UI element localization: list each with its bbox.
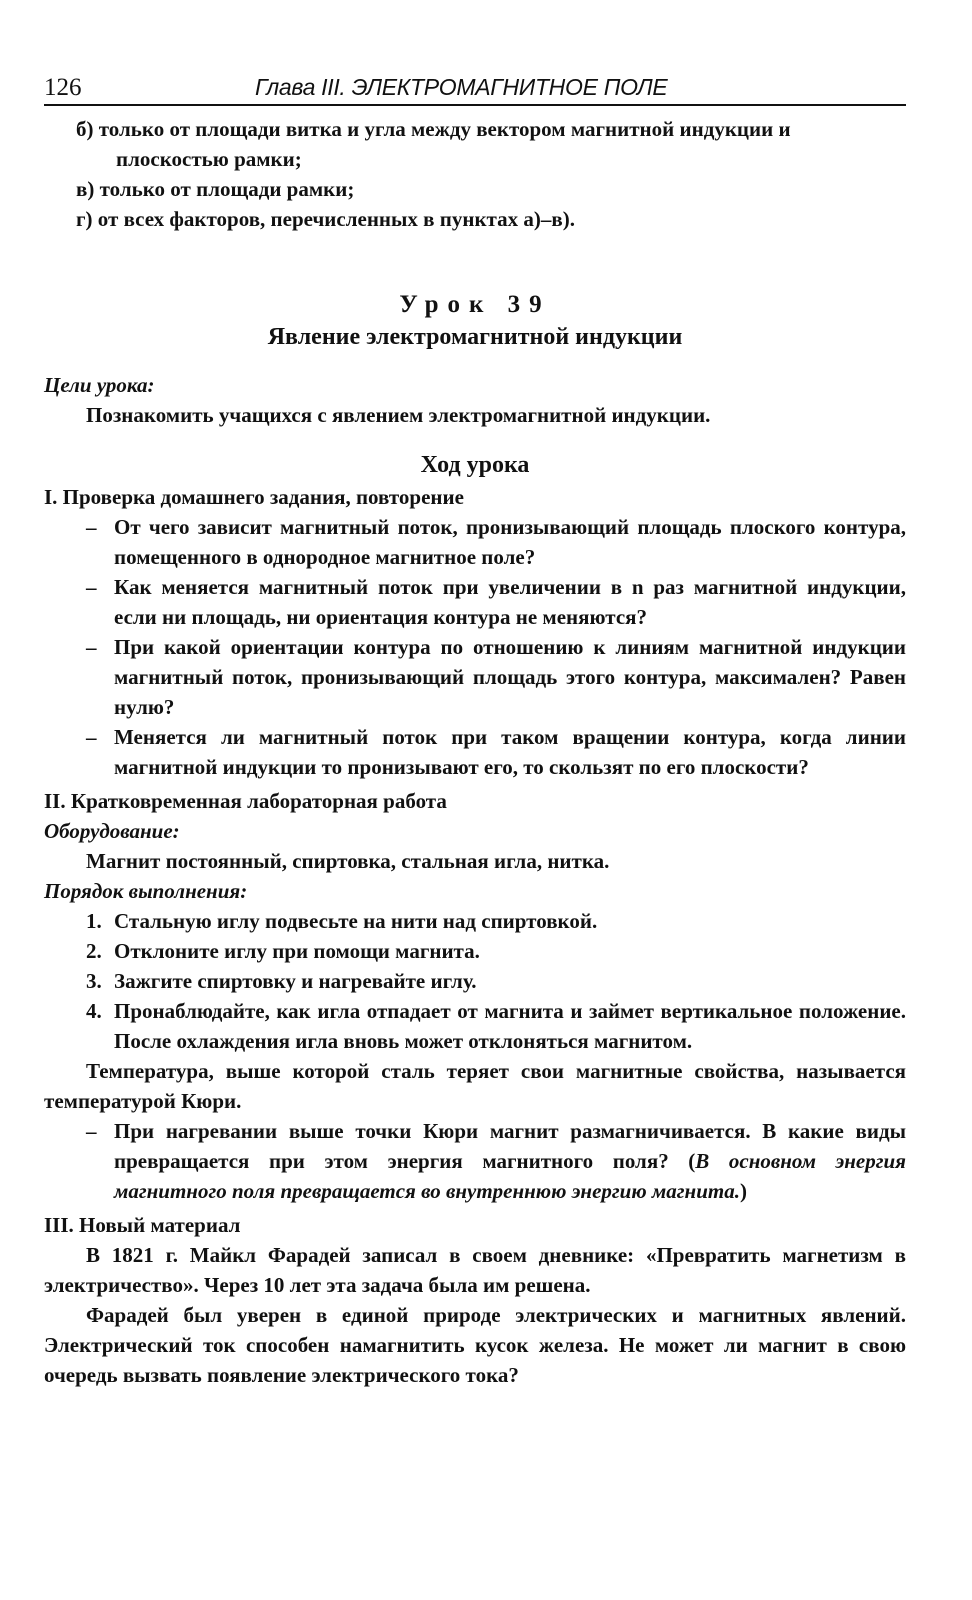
dash-marker: – — [86, 725, 97, 749]
chapter-title: Глава III. ЭЛЕКТРОМАГНИТНОЕ ПОЛЕ — [255, 74, 668, 100]
review-question — [44, 722, 906, 782]
procedure-step — [44, 906, 906, 936]
dash-marker: – — [86, 635, 97, 659]
section-3-heading: III. Новый материал — [44, 1213, 241, 1237]
question-text: От чего зависит магнитный поток, пронизывающий площадь плоского контура, помещенного в однородное магнитное поле? — [114, 515, 906, 569]
dash-marker: – — [86, 1119, 97, 1143]
curie-question-text: При нагревании выше точки Кюри магнит размагничивается. В какие виды превращается при этом энергия магнитного поля? ( — [114, 1119, 906, 1173]
step-text: Зажгите спиртовку и нагревайте иглу. — [114, 969, 477, 993]
step-text: Пронаблюдайте, как игла отпадает от магнита и займет вертикальное положение. После охлаждения игла вновь может отклоняться магнитом. — [114, 999, 906, 1053]
procedure-step — [44, 936, 906, 966]
curie-answer-text: В основном энергия магнитного поля превращается во внутреннюю энергию магнита. — [114, 1149, 907, 1203]
faraday-paragraph-2: Фарадей был уверен в единой природе электрических и магнитных явлений. Электрический ток способен намагнитить кусок железа. Не может ли магнит в свою очередь вызвать появление электрического тока? — [44, 1303, 906, 1387]
step-number: 2. — [86, 939, 102, 963]
step-number: 1. — [86, 909, 102, 933]
equipment-text: Магнит постоянный, спиртовка, стальная игла, нитка. — [86, 849, 610, 873]
curie-paragraph: Температура, выше которой сталь теряет свои магнитные свойства, называется температурой Кюри. — [44, 1059, 906, 1113]
curie-question — [44, 1116, 906, 1206]
option-c: в) только от площади рамки; — [76, 177, 355, 201]
question-text: При какой ориентации контура по отношению к линиям магнитной индукции магнитный поток, пронизывающий площадь этого контура, максимален? Равен нулю? — [114, 635, 906, 719]
lesson-title: Явление электромагнитной индукции — [267, 324, 683, 350]
procedure-step — [44, 996, 906, 1056]
step-number: 4. — [86, 999, 102, 1023]
section-2-heading: II. Кратковременная лабораторная работа — [44, 789, 447, 813]
review-question — [44, 572, 906, 632]
goals-text: Познакомить учащихся с явлением электромагнитной индукции. — [86, 403, 711, 427]
option-d: г) от всех факторов, перечисленных в пунктах а)–в). — [76, 207, 575, 231]
dash-marker: – — [86, 515, 97, 539]
procedure-label: Порядок выполнения: — [44, 879, 248, 903]
procedure-steps — [44, 906, 906, 1056]
step-number: 3. — [86, 969, 102, 993]
faraday-paragraph-1: В 1821 г. Майкл Фарадей записал в своем дневнике: «Превратить магнетизм в электричество». Через 10 лет эта задача была им решена. — [44, 1243, 906, 1297]
section-1-heading: I. Проверка домашнего задания, повторение — [44, 485, 464, 509]
answer-options — [44, 114, 906, 234]
step-text: Стальную иглу подвесьте на нити над спиртовкой. — [114, 909, 598, 933]
equipment-label: Оборудование: — [44, 819, 180, 843]
goals-label: Цели урока: — [44, 373, 155, 397]
dash-marker: – — [86, 575, 97, 599]
question-text: Как меняется магнитный поток при увеличении в n раз магнитной индукции, если ни площадь, ни ориентация контура не меняются? — [114, 575, 906, 629]
option-b: б) только от площади витка и угла между вектором магнитной индукции и плоскостью рамки; — [76, 117, 791, 171]
review-question — [44, 512, 906, 572]
lesson-number: Урок 39 — [399, 291, 551, 318]
procedure-step — [44, 966, 906, 996]
page-header — [44, 70, 906, 106]
curie-close-paren: ) — [739, 1179, 747, 1203]
question-text: Меняется ли магнитный поток при таком вращении контура, когда линии магнитной индукции то пронизывают его, то скользят по его плоскости? — [114, 725, 906, 779]
lesson-progress-title: Ход урока — [420, 452, 530, 478]
review-questions — [44, 512, 906, 782]
page-number: 126 — [44, 74, 82, 101]
book-page — [44, 70, 906, 1390]
step-text: Отклоните иглу при помощи магнита. — [114, 939, 480, 963]
review-question — [44, 632, 906, 722]
